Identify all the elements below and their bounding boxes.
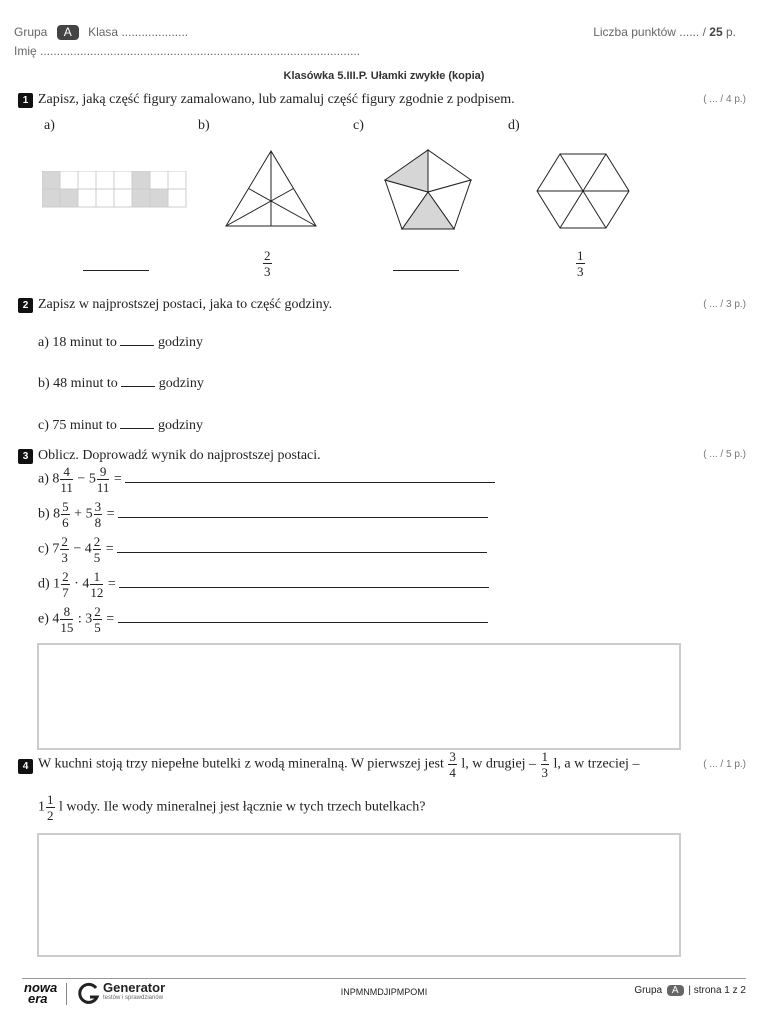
q3-a-answer-line[interactable] [125,482,495,483]
q3-e-op: : [77,611,82,627]
group-label: Grupa [14,25,48,39]
q3-d-den1: 7 [62,585,69,600]
footer-group-label: Grupa [634,985,663,996]
q3-d-den2: 12 [90,585,104,600]
q3-a-whole1: 8 [52,471,60,487]
figure-d-hexagon [535,151,631,231]
figure-b-triangle [222,148,320,230]
q3-c-label: c) [38,541,49,557]
q3-e-eq: = [106,611,115,627]
logo-text-top: nowa [24,980,58,995]
fraction-b-den: 3 [264,264,271,279]
q3-a-den1: 11 [60,480,73,495]
q2-item-b-pre: b) 48 minut to [38,376,118,391]
q3-item-a [38,465,495,494]
generator-subtitle: testów i sprawdzianów [103,995,164,1001]
label-b: b) [198,118,210,133]
document-code: INPMNMDJIPMPOMI [340,987,428,997]
q3-d-num1: 2 [62,569,69,584]
q4-text-3: l, a w trzeciej – [553,756,640,772]
question-2-points: ( ... / 3 p.) [703,299,746,310]
q3-item-b [38,500,488,529]
q3-b-label: b) [38,506,50,522]
q3-work-area[interactable] [37,643,681,750]
name-dots: ................................................................................................ [40,44,361,58]
q3-d-whole2: 4 [82,576,90,592]
label-a: a) [44,118,55,133]
q3-b-den2: 8 [94,515,102,530]
q3-c-whole2: 4 [84,541,92,557]
q3-d-answer-line[interactable] [119,587,489,588]
fraction-d-num: 1 [577,248,584,263]
q3-a-den2: 11 [96,480,110,495]
fraction-b-num: 2 [264,248,271,263]
q2-item-c [38,418,203,434]
fraction-d-den: 3 [577,264,584,279]
points-label: Liczba punktów ...... / [593,25,706,39]
q3-c-num2: 2 [93,534,101,549]
question-2-text: Zapisz w najprostszej postaci, jaka to część godziny. [38,297,333,312]
q3-a-eq: = [113,471,122,487]
q3-item-e [38,605,488,634]
points-suffix: p. [725,25,736,39]
q3-c-answer-line[interactable] [117,552,487,553]
points-total: 25 [709,25,723,39]
q4-frac2-den: 3 [541,765,549,780]
q3-c-op: − [73,541,82,557]
q3-b-answer-line[interactable] [118,517,488,518]
q3-e-den1: 15 [60,620,74,635]
q3-item-c [38,535,487,564]
q3-d-num2: 1 [90,570,103,585]
q2-item-c-post: godziny [157,418,204,433]
q4-frac3-num: 1 [47,792,54,807]
q2-item-b [38,376,204,392]
q4-text-4: l wody. Ile wody mineralnej jest łącznie w tych trzech butelkach? [59,799,426,815]
q3-d-op: · [74,576,79,592]
q4-work-area[interactable] [37,833,681,957]
figure-a-grid [42,171,187,208]
question-4-points: ( ... / 1 p.) [703,759,746,770]
q2-item-a-post: godziny [157,335,204,350]
q3-b-den1: 6 [62,515,69,530]
question-3-points: ( ... / 5 p.) [703,449,746,460]
answer-line-c[interactable] [393,270,459,271]
q3-b-op: + [74,506,83,522]
q3-c-num1: 2 [61,534,68,549]
footer-divider [22,978,746,979]
q3-b-whole2: 5 [85,506,93,522]
q3-c-eq: = [105,541,114,557]
q3-b-eq: = [106,506,115,522]
question-3-text: Oblicz. Doprowadź wynik do najprostszej postaci. [38,448,321,463]
name-field [14,44,360,58]
question-4-line-2 [38,793,425,822]
q3-d-label: d) [38,576,50,592]
answer-line-a[interactable] [83,270,149,271]
q4-whole3: 1 [38,799,45,815]
q3-c-den2: 5 [93,550,101,565]
footer-group-badge: A [667,985,684,996]
q2-item-b-blank[interactable] [121,386,155,387]
question-4-line-1 [38,750,639,779]
q3-e-num1: 8 [60,605,73,620]
q3-e-whole1: 4 [52,611,60,627]
q3-a-op: − [77,471,86,487]
q2-item-c-pre: c) 75 minut to [38,418,117,433]
group-field [14,25,188,40]
name-label: Imię [14,44,37,58]
q4-text-1: W kuchni stoją trzy niepełne butelki z wodą mineralną. W pierwszej jest [38,756,444,772]
generator-title: Generator [103,980,166,995]
class-dots: .................... [121,25,189,39]
page-title: Klasówka 5.III.P. Ułamki zwykłe (kopia) [283,70,485,82]
question-number-3: 3 [18,449,33,464]
question-number-1: 1 [18,93,33,108]
question-number-4: 4 [18,759,33,774]
figure-c-pentagon [380,147,476,233]
label-d: d) [508,118,520,133]
question-1-text: Zapisz, jaką część figury zamalowano, lub zamaluj część figury zgodnie z podpisem. [38,92,515,107]
group-badge: A [57,25,79,40]
fraction-b [262,249,273,278]
q3-a-num1: 4 [60,465,73,480]
q3-a-num2: 9 [97,465,110,480]
q3-b-num1: 5 [62,499,69,514]
q3-d-eq: = [107,576,116,592]
q3-e-whole2: 3 [85,611,93,627]
q3-e-answer-line[interactable] [118,622,488,623]
footer-page-number: | strona 1 z 2 [688,985,746,996]
label-c: c) [353,118,364,133]
q3-a-label: a) [38,471,49,487]
q3-c-den1: 3 [61,550,68,565]
points-field [593,25,736,39]
q3-item-d [38,570,489,599]
question-number-2: 2 [18,298,33,313]
footer-page-info [634,985,746,996]
class-label: Klasa [88,25,119,39]
q3-d-whole1: 1 [53,576,61,592]
logo-text-bottom: era [28,991,48,1006]
q2-item-a [38,335,203,351]
q3-e-den2: 5 [94,620,101,635]
q3-e-num2: 2 [94,604,101,619]
q4-frac3-den: 2 [47,808,54,823]
q2-item-a-blank[interactable] [120,345,154,346]
q4-frac1-den: 4 [449,765,456,780]
q3-b-num2: 3 [94,499,102,514]
q2-item-b-post: godziny [158,376,204,391]
q3-c-whole1: 7 [52,541,60,557]
q4-frac2-num: 1 [541,749,549,764]
question-1-points: ( ... / 4 p.) [703,94,746,105]
q4-text-2: l, w drugiej – [461,756,537,772]
q2-item-c-blank[interactable] [120,428,154,429]
fraction-d [575,249,586,278]
q3-b-whole1: 8 [53,506,61,522]
q3-a-whole2: 5 [88,471,96,487]
q3-e-label: e) [38,611,49,627]
q2-item-a-pre: a) 18 minut to [38,335,117,350]
q4-frac1-num: 3 [449,749,456,764]
